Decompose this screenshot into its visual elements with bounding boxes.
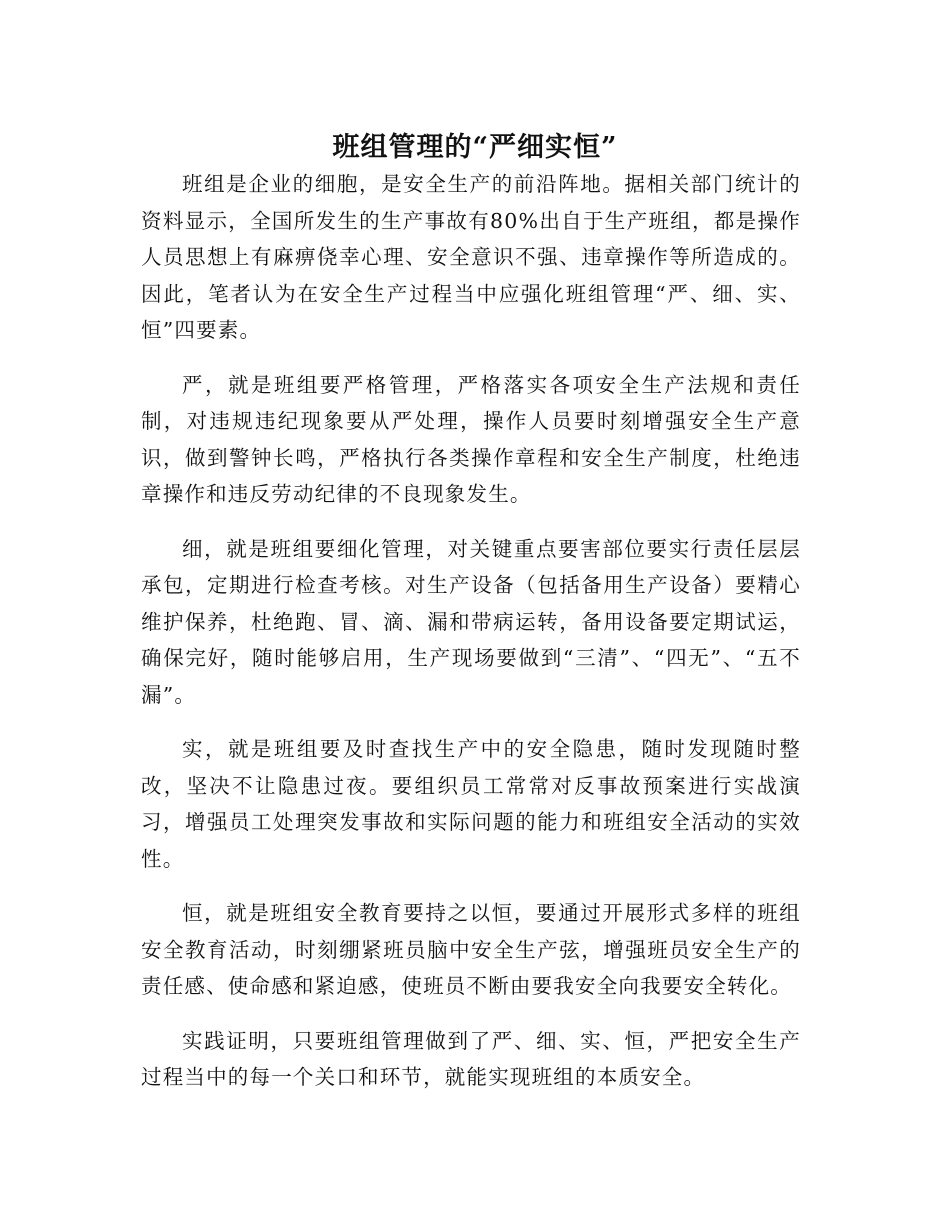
document-title: 班组管理的“严细实恒” bbox=[332, 132, 618, 164]
paragraph-persistent: 恒，就是班组安全教育要持之以恒，要通过开展形式多样的班组安全教育活动，时刻绷紧班员脑中安全生产弦，增强班员安全生产的责任感、使命感和紧迫感，使班员不断由要我安全向我要安全转化。 bbox=[141, 901, 801, 998]
paragraph-intro: 班组是企业的细胞，是安全生产的前沿阵地。据相关部门统计的资料显示，全国所发生的生产事故有80%出自于生产班组，都是操作人员思想上有麻痹侥幸心理、安全意识不强、违章操作等所造成的。因此，笔者认为在安全生产过程当中应强化班组管理“严、细、实、恒”四要素。 bbox=[141, 172, 801, 342]
paragraph-practical: 实，就是班组要及时查找生产中的安全隐患，随时发现随时整改，坚决不让隐患过夜。要组织员工常常对反事故预案进行实战演习，增强员工处理突发事故和实际问题的能力和班组安全活动的实效性。 bbox=[141, 737, 801, 871]
document-body bbox=[141, 166, 801, 1096]
paragraph-detailed: 细，就是班组要细化管理，对关键重点要害部位要实行责任层层承包，定期进行检查考核。对生产设备（包括备用生产设备）要精心维护保养，杜绝跑、冒、滴、漏和带病运转，备用设备要定期试运，确保完好，随时能够启用，生产现场要做到“三清”、“四无”、“五不漏”。 bbox=[141, 536, 801, 707]
paragraph-strict: 严，就是班组要严格管理，严格落实各项安全生产法规和责任制，对违规违纪现象要从严处理，操作人员要时刻增强安全生产意识，做到警钟长鸣，严格执行各类操作章程和安全生产制度，杜绝违章操作和违反劳动纪律的不良现象发生。 bbox=[141, 372, 801, 506]
paragraph-conclusion: 实践证明，只要班组管理做到了严、细、实、恒，严把安全生产过程当中的每一个关口和环节，就能实现班组的本质安全。 bbox=[141, 1028, 801, 1089]
